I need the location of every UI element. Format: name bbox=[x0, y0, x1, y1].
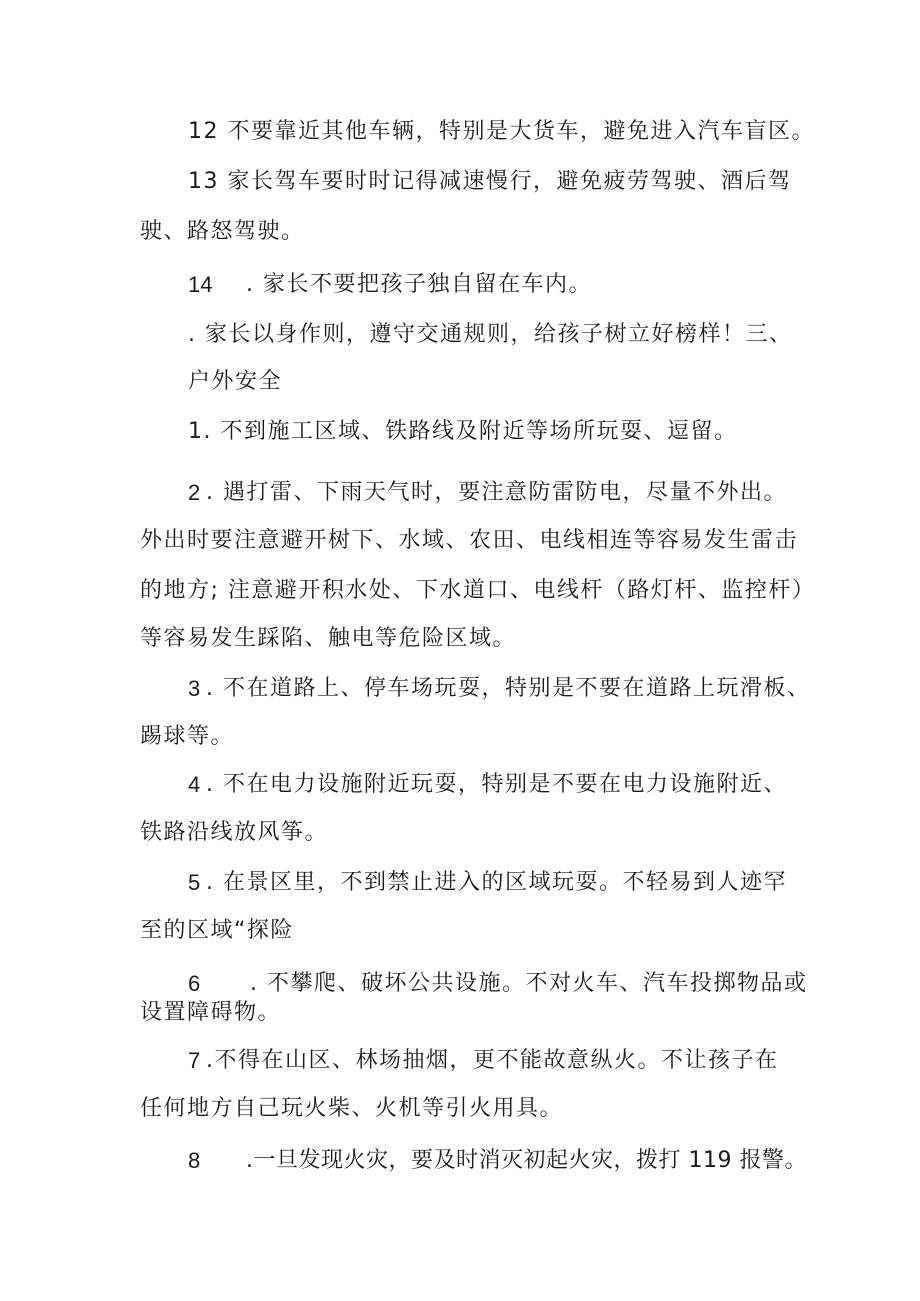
outdoor-item-8-number bbox=[188, 1146, 200, 1177]
outdoor-item-7-line-1: .不得在山区、林场抽烟，更不能故意纵火。不让孩子在 bbox=[206, 1048, 779, 1073]
outdoor-7-num: 7 bbox=[188, 1048, 201, 1073]
item-14-num: 14 bbox=[188, 272, 213, 297]
item-13-line-2: 驶、路怒驾驶。 bbox=[140, 219, 305, 244]
outdoor-8-num: 8 bbox=[188, 1148, 201, 1173]
outdoor-item-4-line-1: . 不在电力设施附近玩耍，特别是不要在电力设施附近、 bbox=[206, 772, 787, 797]
outdoor-item-3-line-2: 踢球等。 bbox=[140, 724, 235, 749]
outdoor-item-5-line-1: . 在景区里，不到禁止进入的区域玩耍。不轻易到人迹罕 bbox=[206, 870, 787, 895]
outdoor-item-2-line-4: 等容易发生踩陷、触电等危险区域。 bbox=[140, 626, 517, 651]
outdoor-item-2-number bbox=[188, 478, 200, 509]
outdoor-item-1: 1. 不到施工区域、铁路线及附近等场所玩耍、逗留。 bbox=[188, 419, 738, 444]
outdoor-item-3-number bbox=[188, 674, 200, 705]
outdoor-item-3-line-1: . 不在道路上、停车场玩耍，特别是不要在道路上玩滑板、 bbox=[206, 676, 811, 701]
outdoor-item-2-line-1: . 遇打雷、下雨天气时，要注意防雷防电，尽量不外出。 bbox=[206, 480, 787, 505]
item-13-line-1: 13 家长驾车要时时记得减速慢行，避免疲劳驾驶、酒后驾 bbox=[188, 169, 792, 194]
outdoor-item-5-line-2: 至的区域“探险 bbox=[140, 918, 294, 943]
item-15-line-1: . 家长以身作则，遵守交通规则，给孩子树立好榜样！三、 bbox=[188, 322, 793, 347]
outdoor-6-num: 6 bbox=[188, 971, 201, 996]
outdoor-item-7-number bbox=[188, 1046, 200, 1077]
outdoor-item-4-line-2: 铁路沿线放风筝。 bbox=[140, 820, 329, 845]
outdoor-5-num: 5 bbox=[188, 870, 201, 895]
item-14-number bbox=[188, 270, 212, 301]
outdoor-item-2-line-2: 外出时要注意避开树下、水域、农田、电线相连等容易发生雷击 bbox=[140, 528, 799, 553]
item-14-text: . 家长不要把孩子独自留在车内。 bbox=[246, 272, 592, 297]
outdoor-item-4-number bbox=[188, 770, 200, 801]
section-3-title: 户外安全 bbox=[188, 369, 283, 394]
outdoor-item-5-number bbox=[188, 868, 200, 899]
outdoor-item-6-line-2: 设置障碍物。 bbox=[140, 1000, 282, 1025]
outdoor-item-7-line-2: 任何地方自己玩火柴、火机等引火用具。 bbox=[140, 1096, 564, 1121]
outdoor-item-6-number bbox=[188, 969, 200, 1000]
outdoor-item-6-line-1: . 不攀爬、破坏公共设施。不对火车、汽车投掷物品或 bbox=[250, 971, 808, 996]
outdoor-2-num: 2 bbox=[188, 480, 201, 505]
outdoor-item-2-line-3: 的地方; 注意避开积水处、下水道口、电线杆（路灯杆、监控杆） bbox=[140, 578, 816, 603]
item-12: 12 不要靠近其他车辆，特别是大货车，避免进入汽车盲区。 bbox=[188, 119, 815, 144]
outdoor-3-num: 3 bbox=[188, 676, 201, 701]
outdoor-4-num: 4 bbox=[188, 772, 201, 797]
outdoor-item-8-line-1: .一旦发现火灾，要及时消灭初起火灾，拨打 119 报警。 bbox=[246, 1148, 807, 1173]
